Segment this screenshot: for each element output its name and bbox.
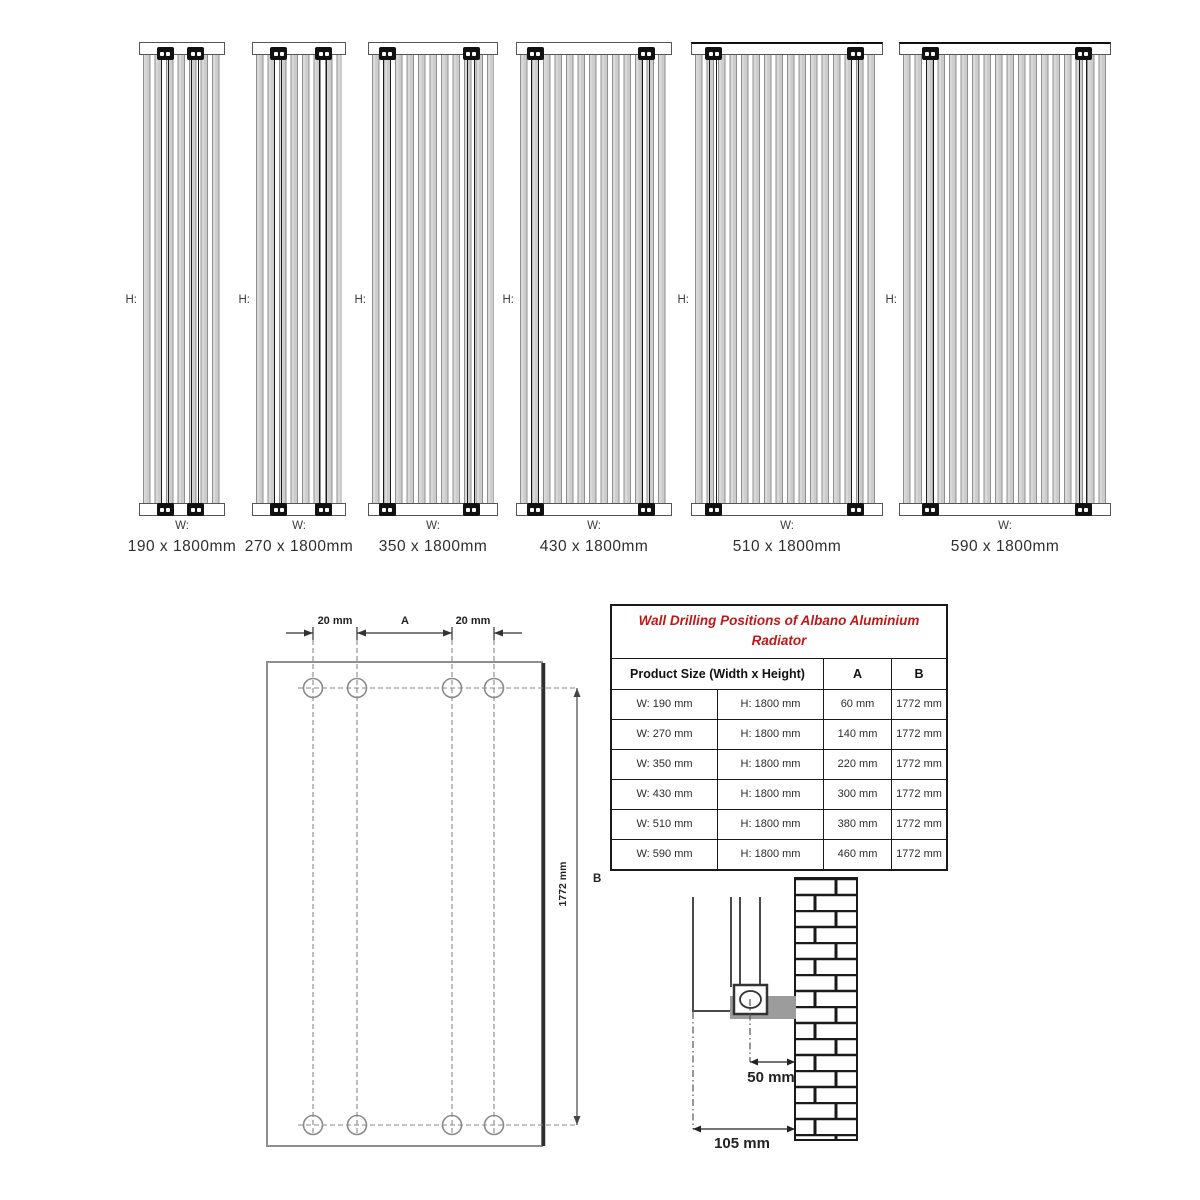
width-label: W: xyxy=(175,520,189,532)
drilling-positions-diagram xyxy=(255,605,625,1165)
radiator-350mm xyxy=(354,42,494,572)
wall-bracket-icon xyxy=(315,47,332,60)
radiator-fins xyxy=(695,55,879,503)
dim-arrow xyxy=(494,630,503,637)
height-label: H: xyxy=(354,294,366,306)
cell-b: 1772 mm xyxy=(891,690,946,719)
size-label: 430 x 1800mm xyxy=(539,538,649,555)
wall-bracket-icon xyxy=(187,47,204,60)
header-a: A xyxy=(823,659,891,689)
cell-height: H: 1800 mm xyxy=(717,780,823,809)
cell-a: 380 mm xyxy=(823,810,891,839)
cell-width: W: 590 mm xyxy=(636,848,693,860)
table-row xyxy=(612,809,946,839)
cell-width: W: 190 mm xyxy=(636,698,693,710)
header-b: B xyxy=(891,659,946,689)
wall-bracket-icon xyxy=(527,47,544,60)
dim-label-1772mm: 1772 mm xyxy=(557,861,569,907)
wall-bracket-icon xyxy=(463,47,480,60)
cell-a: 220 mm xyxy=(823,750,891,779)
dim-arrow xyxy=(574,1116,581,1125)
height-label: H: xyxy=(677,294,689,306)
cell-width: W: 510 mm xyxy=(636,818,693,830)
radiator-270mm xyxy=(238,42,354,572)
table-row xyxy=(612,779,946,809)
section-rail xyxy=(709,55,717,503)
dim-label-b: B xyxy=(593,873,602,885)
radiator-bottom-cap xyxy=(139,503,225,516)
dim-label-a: A xyxy=(401,615,409,627)
header-product-size: Product Size (Width x Height) xyxy=(630,666,805,681)
cell-b: 1772 mm xyxy=(891,840,946,869)
radiator-fins xyxy=(256,55,342,503)
wall-bracket-icon xyxy=(705,47,722,60)
radiator-510mm xyxy=(677,42,879,572)
dim-arrow xyxy=(787,1059,795,1066)
wall-bracket-icon xyxy=(527,503,544,516)
section-rail xyxy=(926,55,934,503)
dim-arrow xyxy=(574,688,581,697)
dim-arrow xyxy=(443,630,452,637)
dim-label-20mm-right: 20 mm xyxy=(455,615,491,627)
cell-width: W: 350 mm xyxy=(636,758,693,770)
wall-bracket-icon xyxy=(157,503,174,516)
wall-bracket-icon xyxy=(705,503,722,516)
radiator-430mm xyxy=(502,42,668,572)
width-label: W: xyxy=(780,520,794,532)
cell-a: 140 mm xyxy=(823,720,891,749)
wall-bracket-icon xyxy=(847,47,864,60)
cell-height: H: 1800 mm xyxy=(717,810,823,839)
table-row xyxy=(612,749,946,779)
width-label: W: xyxy=(998,520,1012,532)
width-label: W: xyxy=(292,520,306,532)
section-rail xyxy=(319,55,327,503)
wall-bracket-icon xyxy=(638,47,655,60)
wall-bracket-icon xyxy=(1075,503,1092,516)
wall-bracket-icon xyxy=(922,47,939,60)
wall-bracket-icon xyxy=(638,503,655,516)
section-rail xyxy=(851,55,859,503)
wall-bracket-icon xyxy=(270,47,287,60)
dim-arrow xyxy=(357,630,366,637)
cell-a: 460 mm xyxy=(823,840,891,869)
width-label: W: xyxy=(587,520,601,532)
cell-height: H: 1800 mm xyxy=(717,720,823,749)
section-rail xyxy=(467,55,475,503)
size-label: 510 x 1800mm xyxy=(732,538,842,555)
dim-arrow xyxy=(693,1126,701,1133)
size-label: 190 x 1800mm xyxy=(127,538,237,555)
wall-bracket-icon xyxy=(187,503,204,516)
size-label: 350 x 1800mm xyxy=(378,538,488,555)
section-rail xyxy=(191,55,199,503)
radiator-fins xyxy=(143,55,221,503)
dim-label-20mm-left: 20 mm xyxy=(317,615,353,627)
wall-bracket-icon xyxy=(315,503,332,516)
section-rail xyxy=(383,55,391,503)
radiator-fins xyxy=(520,55,668,503)
height-label: H: xyxy=(502,294,514,306)
height-label: H: xyxy=(885,294,897,306)
wall-bracket-icon xyxy=(157,47,174,60)
wall-bracket-icon xyxy=(379,47,396,60)
radiator-190mm xyxy=(125,42,237,572)
section-rail xyxy=(531,55,539,503)
section-rail xyxy=(161,55,169,503)
table-header-row xyxy=(612,658,946,689)
size-label: 270 x 1800mm xyxy=(244,538,354,555)
cell-b: 1772 mm xyxy=(891,750,946,779)
wall-bracket-icon xyxy=(379,503,396,516)
cell-b: 1772 mm xyxy=(891,810,946,839)
wall-bracket-icon xyxy=(847,503,864,516)
height-label: H: xyxy=(238,294,250,306)
dim-arrow xyxy=(787,1126,795,1133)
cell-a: 300 mm xyxy=(823,780,891,809)
table-row xyxy=(612,719,946,749)
radiator-outline xyxy=(267,662,542,1146)
wall-bracket-icon xyxy=(463,503,480,516)
wall-bracket-icon xyxy=(270,503,287,516)
cell-height: H: 1800 mm xyxy=(717,750,823,779)
cell-width: W: 430 mm xyxy=(636,788,693,800)
width-label: W: xyxy=(426,520,440,532)
table-row xyxy=(612,689,946,719)
drilling-table xyxy=(610,604,948,871)
wall-bracket-icon xyxy=(1075,47,1092,60)
radiator-fins xyxy=(372,55,494,503)
height-label: H: xyxy=(125,294,137,306)
cell-width: W: 270 mm xyxy=(636,728,693,740)
size-label: 590 x 1800mm xyxy=(950,538,1060,555)
section-rail xyxy=(274,55,282,503)
radiator-590mm xyxy=(885,42,1107,572)
radiator-top-cap xyxy=(139,42,225,55)
dim-label-50mm: 50 mm xyxy=(747,1069,795,1086)
radiator-fins xyxy=(903,55,1107,503)
table-title: Wall Drilling Positions of Albano Aluminium Radiator xyxy=(638,613,920,649)
wall-mount-side-view xyxy=(660,858,922,1158)
cell-height: H: 1800 mm xyxy=(717,840,823,869)
dim-arrow xyxy=(304,630,313,637)
section-rail xyxy=(642,55,650,503)
cell-b: 1772 mm xyxy=(891,780,946,809)
dim-arrow xyxy=(750,1059,758,1066)
dim-label-105mm: 105 mm xyxy=(714,1135,770,1152)
section-rail xyxy=(1079,55,1087,503)
cell-height: H: 1800 mm xyxy=(717,690,823,719)
wall-bracket-icon xyxy=(922,503,939,516)
brick-wall xyxy=(795,878,857,1140)
cell-b: 1772 mm xyxy=(891,720,946,749)
cell-a: 60 mm xyxy=(823,690,891,719)
